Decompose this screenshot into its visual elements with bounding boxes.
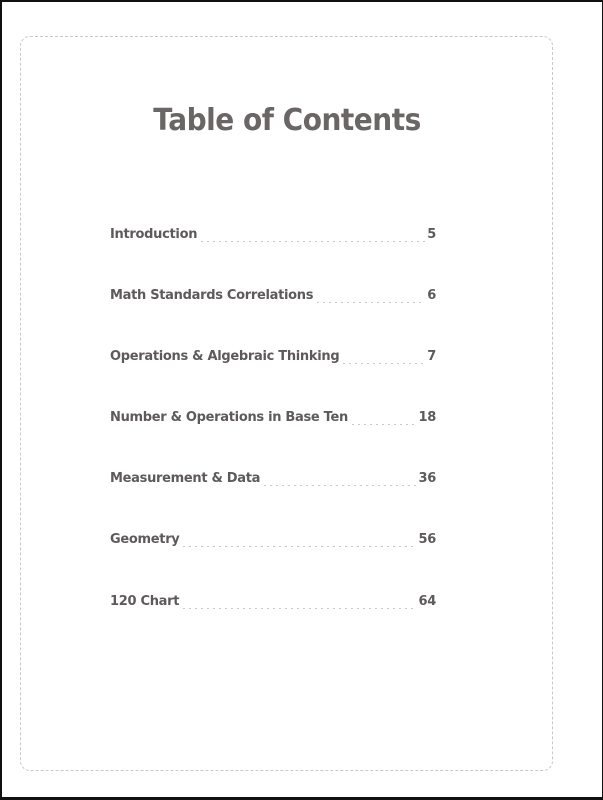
toc-entry-label: Introduction — [110, 227, 198, 242]
dot-leader — [341, 363, 425, 364]
toc-entry-label: Geometry — [110, 532, 180, 547]
dashed-frame — [20, 36, 553, 771]
dot-leader — [181, 546, 416, 547]
dot-leader — [262, 485, 416, 486]
dot-leader — [350, 424, 417, 425]
toc-entry-page: 6 — [427, 288, 436, 303]
dot-leader — [181, 608, 416, 609]
dot-leader — [199, 241, 425, 242]
page-title: Table of Contents — [153, 101, 421, 138]
toc-entry-operations-algebraic[interactable] — [110, 349, 436, 369]
dot-leader — [315, 302, 425, 303]
toc-entry-page: 5 — [427, 227, 436, 242]
toc-entry-page: 36 — [418, 471, 436, 486]
toc-entry-page: 56 — [418, 532, 436, 547]
toc-entry-page: 7 — [427, 349, 436, 364]
toc-entry-label: Operations & Algebraic Thinking — [110, 349, 340, 364]
toc-entry-measurement-data[interactable] — [110, 471, 436, 491]
toc-entry-number-base-ten[interactable] — [110, 410, 436, 430]
toc-entry-label: 120 Chart — [110, 594, 180, 609]
toc-entry-label: Number & Operations in Base Ten — [110, 410, 348, 425]
toc-entry-label: Measurement & Data — [110, 471, 261, 486]
toc-entry-math-standards[interactable] — [110, 288, 436, 308]
toc-entry-geometry[interactable] — [110, 532, 436, 552]
toc-entry-label: Math Standards Correlations — [110, 288, 314, 303]
toc-entry-page: 64 — [418, 594, 436, 609]
toc-entry-120-chart[interactable] — [110, 594, 436, 614]
toc-entry-introduction[interactable] — [110, 227, 436, 247]
toc-entry-page: 18 — [418, 410, 436, 425]
